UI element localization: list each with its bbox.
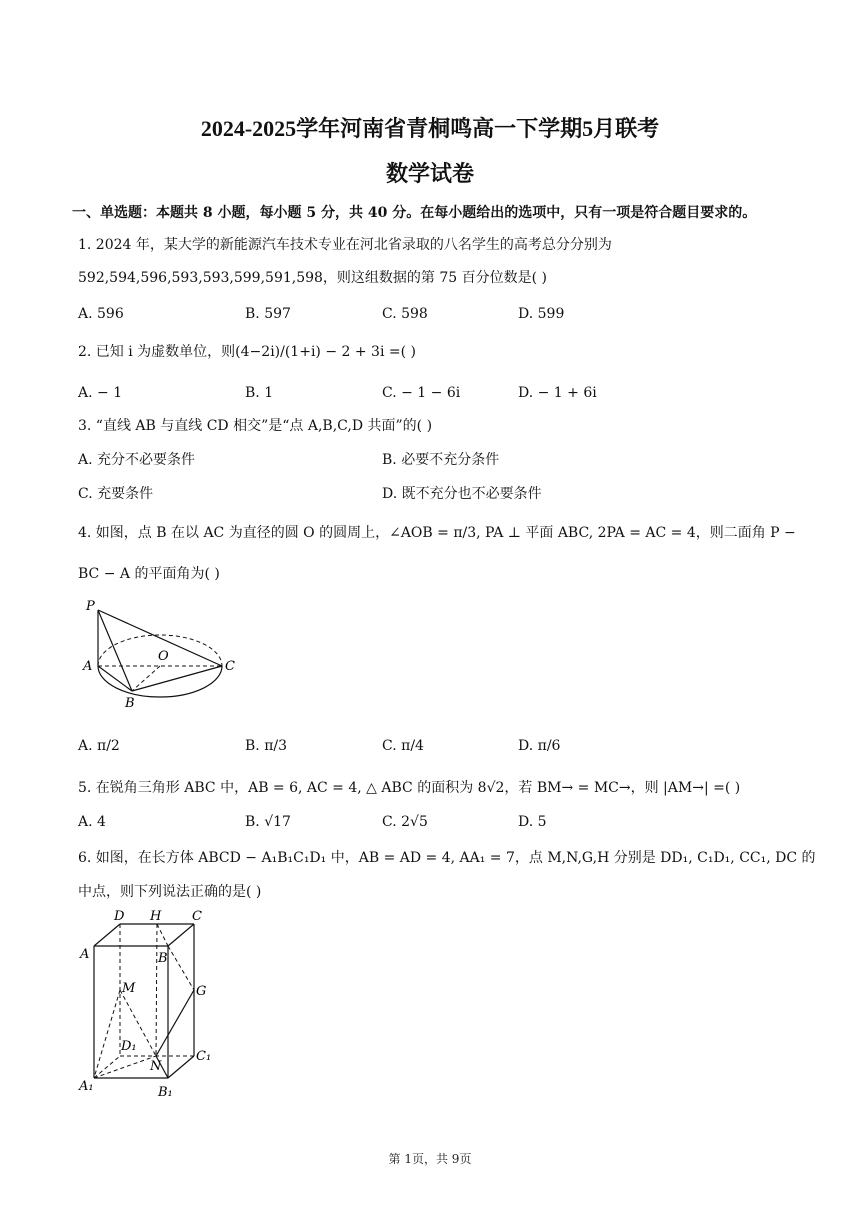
question-4-line-2: BC − A 的平面角为( ) (78, 566, 220, 582)
q4-option-b: B. π/3 (245, 738, 288, 754)
q1-option-b: B. 597 (245, 306, 291, 322)
q3-option-a: A. 充分不必要条件 (78, 452, 196, 468)
q3-option-b: B. 必要不充分条件 (382, 452, 500, 468)
fig4-label-c: C (225, 659, 235, 674)
fig6-label-a1: A₁ (79, 1079, 94, 1094)
fig6-label-d1: D₁ (121, 1039, 137, 1054)
q5-option-d: D. 5 (518, 814, 547, 830)
q2-option-a: A. − 1 (78, 385, 123, 401)
q5-option-c: C. 2√5 (382, 814, 428, 830)
q2-option-d: D. − 1 + 6i (518, 385, 597, 401)
fig6-label-b: B (158, 951, 168, 966)
figure-cone-circle (78, 596, 248, 714)
question-2-line-1: 2. 已知 i 为虚数单位，则(4−2i)/(1+i) − 2 + 3i =( ) (78, 344, 416, 360)
question-5-line-1: 5. 在锐角三角形 ABC 中，AB = 6, AC = 4, △ ABC 的面积为 8√2，若 BM→ = MC→，则 |AM→| =( ) (78, 780, 741, 796)
fig6-label-c: C (192, 909, 202, 924)
fig6-label-c1: C₁ (196, 1049, 212, 1064)
q5-option-b: B. √17 (245, 814, 291, 830)
q1-option-a: A. 596 (78, 306, 124, 322)
exam-subtitle: 数学试卷 (385, 161, 474, 186)
q3-option-d: D. 既不充分也不必要条件 (382, 486, 542, 502)
question-6-line-1: 6. 如图，在长方体 ABCD − A₁B₁C₁D₁ 中，AB = AD = 4, AA₁ = 7，点 M,N,G,H 分别是 DD₁, C₁D₁, CC₁, DC 的 (78, 850, 816, 866)
q1-option-d: D. 599 (518, 306, 565, 322)
q1-option-c: C. 598 (382, 306, 428, 322)
question-4-line-1: 4. 如图，点 B 在以 AC 为直径的圆 O 的圆周上，∠AOB = π/3, PA ⊥ 平面 ABC, 2PA = AC = 4，则二面角 P − (78, 525, 796, 541)
fig6-label-m: M (122, 981, 136, 996)
fig4-label-p: P (86, 599, 95, 614)
exam-title: 2024-2025学年河南省青桐鸣高一下学期5月联考 (200, 116, 660, 141)
section-heading: 一、单选题：本题共 8 小题，每小题 5 分，共 40 分。在每小题给出的选项中，只有一项是符合题目要求的。 (72, 205, 757, 221)
figure-cuboid (74, 906, 224, 1100)
q5-option-a: A. 4 (78, 814, 106, 830)
fig6-label-g: G (196, 984, 207, 999)
q2-option-c: C. − 1 − 6i (382, 385, 461, 401)
q4-option-d: D. π/6 (518, 738, 561, 754)
question-6-line-2: 中点，则下列说法正确的是( ) (78, 884, 262, 900)
fig4-label-b: B (125, 696, 135, 711)
q3-option-c: C. 充要条件 (78, 486, 154, 502)
fig4-label-a: A (83, 659, 93, 674)
fig6-label-b1: B₁ (158, 1085, 173, 1100)
fig6-label-h: H (150, 909, 162, 924)
q2-option-b: B. 1 (245, 385, 274, 401)
fig6-label-a: A (80, 947, 90, 962)
q4-option-c: C. π/4 (382, 738, 424, 754)
fig4-label-o: O (158, 649, 169, 664)
page-footer: 第 1页，共 9页 (388, 1152, 472, 1166)
fig6-label-d: D (114, 909, 125, 924)
question-3-line-1: 3. “直线 AB 与直线 CD 相交”是“点 A,B,C,D 共面”的( ) (78, 418, 433, 434)
fig6-label-n: N (150, 1059, 162, 1074)
question-1-line-1: 1. 2024 年，某大学的新能源汽车技术专业在河北省录取的八名学生的高考总分分别为 (78, 237, 612, 253)
question-1-line-2: 592,594,596,593,593,599,591,598，则这组数据的第 75 百分位数是( ) (78, 270, 548, 286)
q4-option-a: A. π/2 (78, 738, 120, 754)
